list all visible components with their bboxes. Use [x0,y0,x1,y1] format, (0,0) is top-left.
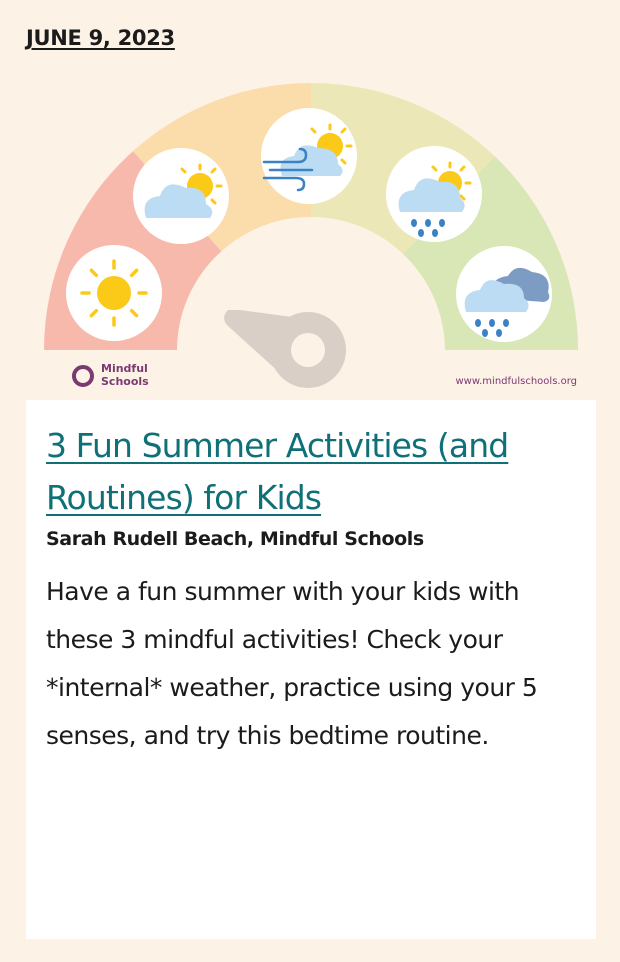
weather-dial-graphic [26,66,596,400]
logo-line1: Mindful [101,362,148,375]
post-author: Sarah Rudell Beach, Mindful Schools [46,528,424,550]
rain-with-sun-icon [386,146,482,242]
rain-cloud-icon [456,246,552,342]
post-title-link[interactable]: 3 Fun Summer Activities (and Routines) for Kids [46,426,509,517]
post-date-link[interactable]: JUNE 9, 2023 [26,26,175,50]
post-card [26,400,596,939]
logo-line2: Schools [101,375,149,388]
wind-with-sun-icon [261,108,357,204]
post-featured-image[interactable] [26,66,596,400]
sun-behind-cloud-icon [133,148,229,244]
site-url: www.mindfulschools.org [455,376,577,387]
sun-icon [66,245,162,341]
post-excerpt: Have a fun summer with your kids with these 3 mindful activities! Check your *internal* weather, practice using your 5 senses, and try this bedtime routine. [46,577,538,750]
